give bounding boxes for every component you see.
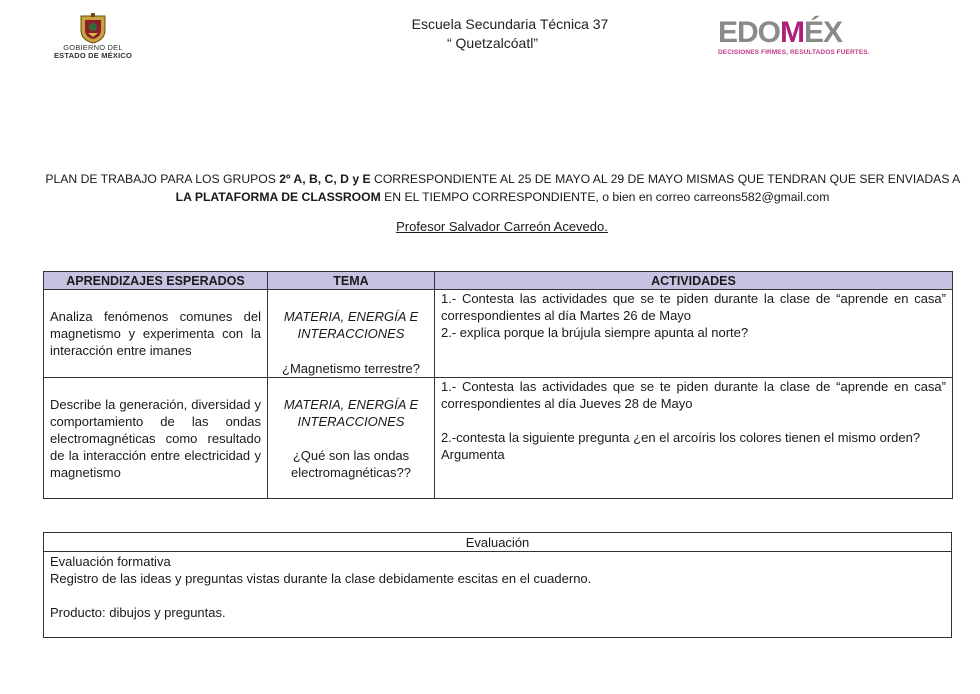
edomex-logo <box>718 16 870 56</box>
evaluation-body-row <box>44 552 952 638</box>
header-aprendizajes: APRENDIZAJES ESPERADOS <box>44 272 268 290</box>
header-actividades: ACTIVIDADES <box>435 272 953 290</box>
plan-text-3: CORRESPONDIENTE AL 25 DE MAYO AL 29 DE MAYO MISMAS QUE TENDRAN QUE SER ENVIADAS A <box>370 172 960 186</box>
tema-question: ¿Magnetismo terrestre? <box>282 361 420 376</box>
tema-cell <box>268 290 435 378</box>
edomex-word-m: M <box>780 16 805 49</box>
evaluation-title: Evaluación <box>44 533 952 552</box>
professor-name: Profesor Salvador Carreón Acevedo. <box>396 219 608 234</box>
school-subtitle: “ Quetzalcóatl” <box>446 35 539 51</box>
tema-cell <box>268 378 435 499</box>
plan-platform: LA PLATAFORMA DE CLASSROOM <box>175 190 381 204</box>
activity-2: 2.-contesta la siguiente pregunta ¿en el arcoíris los colores tienen el mismo orden? Argumenta <box>441 430 921 462</box>
school-header <box>380 15 640 53</box>
activity-2: 2.- explica porque la brújula siempre apunta al norte? <box>441 325 749 340</box>
evaluation-header-row <box>44 533 952 552</box>
plan-text-1: PLAN DE TRABAJO PARA LOS GRUPOS <box>45 172 280 186</box>
aprendizaje-cell <box>44 378 268 499</box>
edomex-word-start: EDO <box>718 16 781 49</box>
plan-text-5: EN EL TIEMPO CORRESPONDIENTE, o bien en correo carreons582@gmail.com <box>380 190 830 204</box>
evaluation-line1: Evaluación formativa <box>50 554 171 569</box>
work-plan-table <box>43 271 953 499</box>
evaluation-line2: Registro de las ideas y preguntas vistas durante la clase debidamente escitas en el cuaderno. <box>50 571 592 586</box>
actividades-cell <box>435 378 953 499</box>
activity-1: 1.- Contesta las actividades que se te piden durante la clase de “aprende en casa” correspondientes al día Jueves 28 de Mayo <box>441 379 946 411</box>
tema-question: ¿Qué son las ondas electromagnéticas?? <box>291 448 411 480</box>
tema-title: MATERIA, ENERGÍA E INTERACCIONES <box>283 397 419 429</box>
header-tema: TEMA <box>268 272 435 290</box>
tema-title: MATERIA, ENERGÍA E INTERACCIONES <box>283 309 419 341</box>
evaluation-line3: Producto: dibujos y preguntas. <box>50 605 226 620</box>
evaluation-body <box>44 552 952 638</box>
edomex-slogan: DECISIONES FIRMES, RESULTADOS FUERTES. <box>718 49 870 56</box>
coat-of-arms-icon <box>78 12 108 44</box>
edomex-wordmark <box>718 18 863 48</box>
gov-logo-line1: GOBIERNO DEL <box>63 43 123 52</box>
aprendizaje-cell <box>44 290 268 378</box>
school-name: Escuela Secundaria Técnica 37 <box>411 16 609 32</box>
aprendizaje-text: Describe la generación, diversidad y comportamiento de las ondas electromagnéticas como resultado de la interacción entre electricidad y magnetismo <box>50 397 261 480</box>
plan-groups: 2º A, B, C, D y E <box>279 172 371 186</box>
table-row <box>44 290 953 378</box>
gov-logo-line2: ESTADO DE MÉXICO <box>53 51 133 60</box>
table-header-row <box>44 272 953 290</box>
actividades-cell <box>435 290 953 378</box>
evaluation-table <box>43 532 952 638</box>
table-row <box>44 378 953 499</box>
edomex-word-end: ÉX <box>804 16 843 49</box>
activity-1: 1.- Contesta las actividades que se te piden durante la clase de “aprende en casa” correspondientes al día Martes 26 de Mayo <box>441 291 946 323</box>
aprendizaje-text: Analiza fenómenos comunes del magnetismo y experimenta con la interacción entre imanes <box>50 309 261 358</box>
gobierno-estado-mexico-logo <box>50 12 136 60</box>
plan-paragraph <box>45 170 960 206</box>
